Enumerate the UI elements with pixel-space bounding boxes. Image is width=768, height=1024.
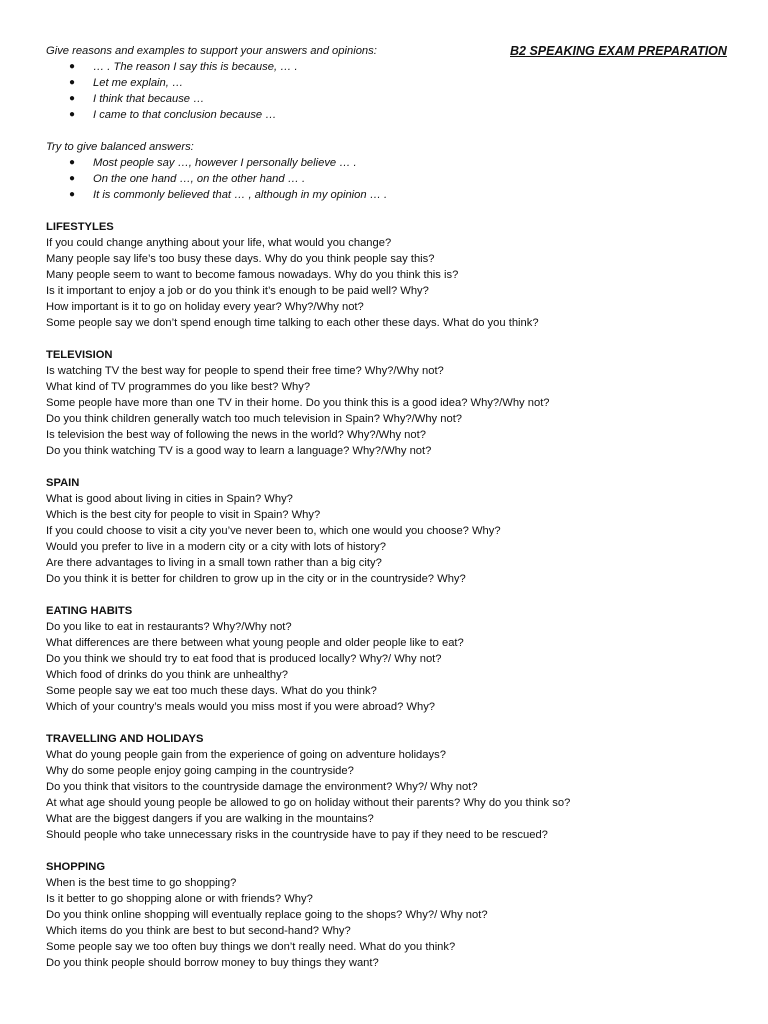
bullet-icon: ● [69, 157, 76, 168]
section-title: TELEVISION [46, 349, 113, 361]
question: Some people say we eat too much these days. What do you think? [46, 685, 377, 697]
question: Is it important to enjoy a job or do you think it’s enough to be paid well? Why? [46, 285, 429, 297]
phrase-text: On the one hand …, on the other hand … . [93, 173, 306, 185]
list-item [46, 187, 736, 203]
question: Many people seem to want to become famous nowadays. Why do you think this is? [46, 269, 459, 281]
section-title: TRAVELLING AND HOLIDAYS [46, 733, 204, 745]
list-item [46, 155, 736, 171]
question: Which food of drinks do you think are unhealthy? [46, 669, 288, 681]
question: What kind of TV programmes do you like best? Why? [46, 381, 311, 393]
phrase-text: Most people say …, however I personally believe … . [93, 157, 357, 169]
question: Do you think we should try to eat food that is produced locally? Why?/ Why not? [46, 653, 442, 665]
section-title: SPAIN [46, 477, 80, 489]
section-title: LIFESTYLES [46, 221, 114, 233]
section-travelling-and-holidays [46, 731, 736, 843]
question: Which is the best city for people to visit in Spain? Why? [46, 509, 321, 521]
question: If you could choose to visit a city you’ve never been to, which one would you choose? Why? [46, 525, 501, 537]
question: Do you think children generally watch too much television in Spain? Why?/Why not? [46, 413, 463, 425]
question: Which of your country’s meals would you miss most if you were abroad? Why? [46, 701, 436, 713]
question: Do you think online shopping will eventually replace going to the shops? Why?/ Why not? [46, 909, 488, 921]
question: Do you think that visitors to the countryside damage the environment? Why?/ Why not? [46, 781, 478, 793]
question: Some people say we don’t spend enough time talking to each other these days. What do you think? [46, 317, 539, 329]
bullet-icon: ● [69, 61, 76, 72]
question: Some people have more than one TV in their home. Do you think this is a good idea? Why?/Why not? [46, 397, 550, 409]
question: Are there advantages to living in a small town rather than a big city? [46, 557, 382, 569]
bullet-icon: ● [69, 109, 76, 120]
question: What do young people gain from the experience of going on adventure holidays? [46, 749, 446, 761]
balanced-block [46, 139, 736, 203]
section-eating-habits [46, 603, 736, 715]
question: Many people say life’s too busy these days. Why do you think people say this? [46, 253, 435, 265]
question: Do you think it is better for children to grow up in the city or in the countryside? Why? [46, 573, 466, 585]
reasons-instruction: Give reasons and examples to support your answers and opinions: [46, 45, 377, 57]
list-item [46, 59, 736, 75]
question: Is watching TV the best way for people to spend their free time? Why?/Why not? [46, 365, 444, 377]
question: What is good about living in cities in Spain? Why? [46, 493, 293, 505]
page-title: B2 SPEAKING EXAM PREPARATION [510, 44, 727, 58]
phrase-text: I came to that conclusion because … [93, 109, 277, 121]
section-lifestyles [46, 219, 736, 331]
phrase-text: Let me explain, … [93, 77, 184, 89]
document-body [46, 43, 736, 987]
question: If you could change anything about your life, what would you change? [46, 237, 392, 249]
question: What differences are there between what young people and older people like to eat? [46, 637, 464, 649]
balanced-instruction: Try to give balanced answers: [46, 141, 194, 153]
reasons-list [46, 59, 736, 123]
list-item [46, 107, 736, 123]
list-item [46, 91, 736, 107]
question: Do you think watching TV is a good way to learn a language? Why?/Why not? [46, 445, 432, 457]
question: When is the best time to go shopping? [46, 877, 237, 889]
question: Should people who take unnecessary risks in the countryside have to pay if they need to be rescued? [46, 829, 548, 841]
phrase-text: It is commonly believed that … , although in my opinion … . [93, 189, 388, 201]
phrase-text: I think that because … [93, 93, 205, 105]
question: Would you prefer to live in a modern city or a city with lots of history? [46, 541, 386, 553]
section-title: SHOPPING [46, 861, 106, 873]
question: Why do some people enjoy going camping in the countryside? [46, 765, 354, 777]
question: Is it better to go shopping alone or with friends? Why? [46, 893, 313, 905]
question: Is television the best way of following the news in the world? Why?/Why not? [46, 429, 426, 441]
question: Do you like to eat in restaurants? Why?/Why not? [46, 621, 292, 633]
section-television [46, 347, 736, 459]
bullet-icon: ● [69, 77, 76, 88]
question: Some people say we too often buy things we don’t really need. What do you think? [46, 941, 456, 953]
section-title: EATING HABITS [46, 605, 133, 617]
question: At what age should young people be allowed to go on holiday without their parents? Why do you think so? [46, 797, 571, 809]
reasons-block [46, 43, 736, 123]
list-item [46, 171, 736, 187]
question: Which items do you think are best to but second-hand? Why? [46, 925, 351, 937]
bullet-icon: ● [69, 189, 76, 200]
question: Do you think people should borrow money to buy things they want? [46, 957, 379, 969]
section-shopping [46, 859, 736, 971]
bullet-icon: ● [69, 173, 76, 184]
question: What are the biggest dangers if you are walking in the mountains? [46, 813, 374, 825]
section-spain [46, 475, 736, 587]
bullet-icon: ● [69, 93, 76, 104]
balanced-list [46, 155, 736, 203]
list-item [46, 75, 736, 91]
phrase-text: … . The reason I say this is because, … . [93, 61, 298, 73]
question: How important is it to go on holiday every year? Why?/Why not? [46, 301, 364, 313]
